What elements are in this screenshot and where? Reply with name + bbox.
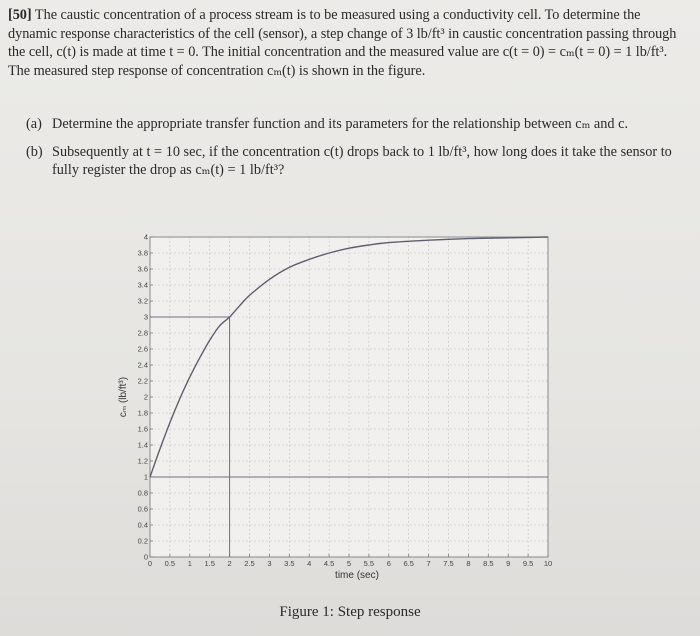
part-b-label: (b) — [26, 143, 43, 160]
x-tick-label: 7 — [426, 559, 431, 568]
x-tick-label: 1 — [187, 559, 192, 568]
y-tick-label: 1.6 — [137, 424, 148, 434]
problem-number: [50] — [8, 7, 32, 23]
figure-caption: Figure 1: Step response — [279, 604, 421, 620]
part-b — [26, 143, 694, 180]
y-tick-label: 1.4 — [137, 440, 148, 450]
x-tick-label: 8 — [466, 559, 471, 568]
y-tick-label: 0.4 — [137, 520, 148, 530]
x-tick-label: 2.5 — [244, 559, 255, 568]
y-axis-label: cₘ (lb/ft³) — [118, 376, 129, 418]
problem-parts — [26, 115, 694, 189]
x-tick-label: 0.5 — [164, 559, 176, 568]
step-response-chart — [0, 225, 700, 605]
y-tick-label: 2.4 — [137, 360, 148, 370]
x-tick-label: 1.5 — [204, 559, 215, 568]
x-tick-label: 0 — [147, 559, 153, 568]
y-tick-label: 2 — [143, 392, 148, 402]
x-tick-label: 6 — [386, 559, 391, 568]
part-a-text: Determine the appropriate transfer function and its parameters for the relationship between cₘ and c. — [52, 116, 629, 132]
x-tick-label: 3 — [267, 559, 272, 568]
y-tick-label: 3.4 — [137, 280, 148, 290]
x-tick-label: 4 — [307, 559, 312, 568]
y-tick-label: 1.8 — [137, 408, 148, 418]
x-tick-label: 2 — [227, 559, 232, 568]
x-tick-label: 3.5 — [284, 559, 295, 568]
problem-body: The caustic concentration of a process stream is to be measured using a conductivity cell. To determine the dynamic response characteristics of the cell (sensor), a step change of 3 lb/ft³ in caustic concentration passing through the cell, c(t) is made at time t = 0. The initial concentration and the measured value are c(t = 0) = cₘ(t = 0) = 1 lb/ft³. The measured step response of concentration cₘ(t) is shown in the figure. — [8, 7, 677, 79]
x-tick-label: 8.5 — [483, 559, 494, 568]
x-tick-label: 10 — [543, 559, 553, 568]
x-tick-label: 5.5 — [363, 559, 375, 568]
y-tick-label: 3.2 — [137, 296, 148, 306]
x-tick-label: 5 — [346, 559, 352, 568]
y-tick-label: 2.6 — [137, 344, 148, 354]
x-tick-label: 4.5 — [323, 559, 335, 568]
x-axis-label: time (sec) — [335, 570, 379, 581]
step-response-figure — [0, 225, 700, 605]
y-tick-label: 0.6 — [137, 504, 148, 514]
y-tick-label: 3.6 — [137, 264, 148, 274]
x-tick-label: 9.5 — [522, 559, 534, 568]
y-tick-label: 2.2 — [137, 376, 148, 386]
y-tick-label: 1.2 — [137, 456, 148, 466]
grid-lines — [150, 237, 548, 557]
y-tick-label: 0.2 — [137, 536, 148, 546]
y-tick-label: 3.8 — [137, 248, 148, 258]
y-tick-label: 1 — [143, 472, 148, 482]
problem-statement — [8, 6, 692, 80]
y-tick-label: 3 — [143, 312, 148, 322]
y-tick-label: 2.8 — [137, 328, 148, 338]
y-tick-label: 4 — [143, 232, 148, 242]
x-tick-label: 6.5 — [403, 559, 414, 568]
part-a-label: (a) — [26, 116, 42, 132]
x-tick-label: 9 — [506, 559, 511, 568]
y-tick-label: 0.8 — [137, 488, 148, 498]
part-b-text: Subsequently at t = 10 sec, if the concentration c(t) drops back to 1 lb/ft³, how long does it take the sensor to fully register the drop as cₘ(t) = 1 lb/ft³? — [52, 143, 672, 179]
part-a — [26, 115, 694, 134]
y-tick-label: 0 — [143, 552, 148, 562]
x-tick-label: 7.5 — [443, 559, 454, 568]
